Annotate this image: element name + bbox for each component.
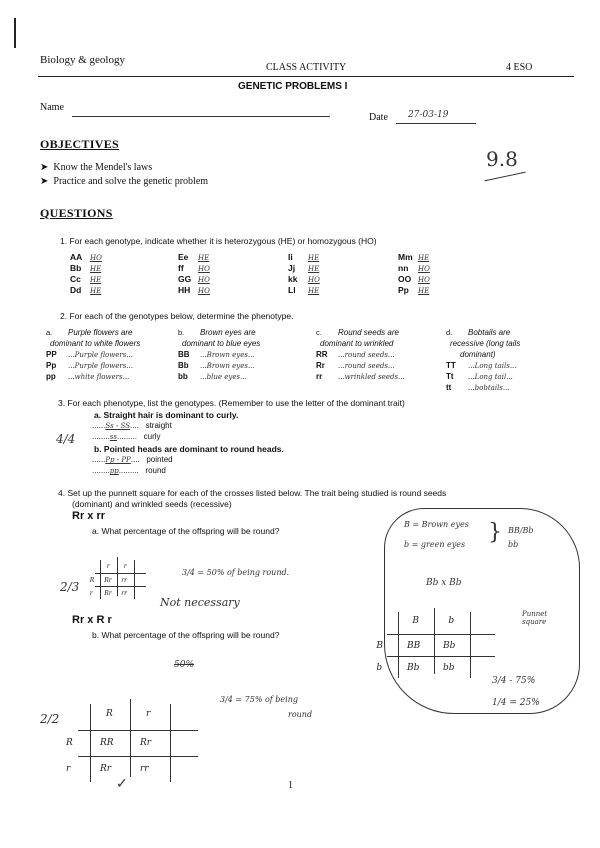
objective-item: ➤ Practice and solve the genetic problem bbox=[40, 176, 209, 187]
genotype-label: Bb bbox=[70, 263, 82, 273]
genotype-answer: HE bbox=[90, 276, 102, 284]
punnett-cell: rr bbox=[140, 763, 149, 774]
phenotype-row: pp ...white flowers... bbox=[46, 372, 130, 381]
genotype-answer: HE bbox=[198, 254, 210, 262]
phenotype-desc: dominant to white flowers bbox=[50, 339, 141, 348]
genotype-label: Dd bbox=[70, 285, 82, 295]
name-line bbox=[72, 116, 330, 117]
genotype-row bbox=[70, 274, 101, 284]
grid-line bbox=[398, 612, 399, 678]
grid-line bbox=[95, 573, 146, 574]
q3b-statement: b. Pointed heads are dominant to round heads. bbox=[94, 444, 284, 454]
genotype-label: OO bbox=[398, 274, 412, 284]
phenotype-letter: c. bbox=[316, 328, 322, 337]
genotype-answer: HO bbox=[418, 276, 430, 284]
phenotype-desc: Round seeds are bbox=[338, 328, 399, 337]
phenotype-genotype: Tt bbox=[446, 372, 454, 381]
margin-mark bbox=[14, 18, 16, 48]
genotype-label: Pp bbox=[398, 285, 409, 295]
q4a-question: a. What percentage of the offspring will be round? bbox=[92, 526, 280, 536]
q3a-statement: a. Straight hair is dominant to curly. bbox=[94, 410, 239, 420]
phenotype-row: bb ...blue eyes... bbox=[178, 372, 247, 381]
genotype-row bbox=[288, 285, 319, 295]
genotype-label: Jj bbox=[288, 263, 296, 273]
phenotype-genotype: bb bbox=[178, 372, 188, 381]
punnett-cell: Rr bbox=[104, 589, 112, 597]
q4b-question: b. What percentage of the offspring will be round? bbox=[92, 630, 280, 640]
phenotype-row: tt ...bobtails... bbox=[446, 383, 510, 392]
genotype-row bbox=[70, 252, 102, 262]
phenotype-genotype: Bb bbox=[178, 361, 189, 370]
genotype-label: nn bbox=[398, 263, 409, 273]
punnett-header: r bbox=[146, 709, 151, 720]
genotype-row bbox=[288, 263, 319, 273]
phenotype-answer: round seeds bbox=[344, 362, 388, 370]
phenotype-desc: dominant to blue eyes bbox=[182, 339, 261, 348]
genotype-label: Cc bbox=[70, 274, 81, 284]
genotype-answer: HE bbox=[418, 254, 430, 262]
phenotype-desc: Purple flowers are bbox=[68, 328, 133, 337]
phenotype-letter: d. bbox=[446, 328, 453, 337]
grid-line bbox=[130, 699, 131, 777]
genotype-row bbox=[288, 252, 319, 262]
punnett-header: r bbox=[66, 763, 71, 774]
genotype-label: kk bbox=[288, 274, 298, 284]
phenotype-answer: Brown eyes bbox=[206, 362, 248, 370]
genotype-row bbox=[70, 285, 101, 295]
q4a-mark: 2/3 bbox=[60, 580, 80, 594]
phenotype-letter: b. bbox=[178, 328, 185, 337]
check-mark: ✓ bbox=[116, 776, 128, 792]
grid-line bbox=[117, 557, 118, 596]
grid-line bbox=[78, 756, 198, 757]
grid-line bbox=[134, 560, 135, 599]
punnett-cell: rr bbox=[121, 576, 127, 584]
side-ratio: 1/4 = 25% bbox=[492, 698, 540, 708]
objectives-heading: OBJECTIVES bbox=[40, 137, 120, 151]
phenotype-desc: Brown eyes are bbox=[200, 328, 256, 337]
q4a-answer: 3/4 = 50% of being round. bbox=[182, 568, 290, 577]
phenotype-answer: wrinkled seeds bbox=[344, 373, 399, 381]
q4b-answer-line2: round bbox=[288, 710, 313, 719]
phenotype-genotype: TT bbox=[446, 361, 456, 370]
q4b-mark: 2/2 bbox=[40, 712, 60, 726]
phenotype-genotype: Pp bbox=[46, 361, 57, 370]
punnett-cell: rr bbox=[121, 589, 127, 597]
genotype-row bbox=[398, 274, 430, 284]
genotype-row bbox=[398, 285, 429, 295]
phenotype-answer: Long tail bbox=[474, 373, 507, 381]
q3b-row: ........pp......... round bbox=[92, 466, 166, 475]
punnett-cell: Rr bbox=[100, 763, 112, 774]
subject-label: Biology & geology bbox=[40, 54, 125, 66]
questions-heading: QUESTIONS bbox=[40, 206, 113, 220]
phenotype-row: Rr ...round seeds... bbox=[316, 361, 395, 370]
punnett-cell: BB bbox=[407, 640, 421, 651]
grid-line bbox=[387, 634, 495, 635]
grid-line bbox=[470, 612, 471, 678]
genotype-answer: HE bbox=[308, 254, 320, 262]
phenotype-desc: dominant) bbox=[460, 350, 496, 359]
genotype-answer: HE bbox=[90, 265, 102, 273]
genotype-row bbox=[398, 252, 429, 262]
q3b-row: ......Pp - PP.... pointed bbox=[92, 455, 173, 464]
date-label: Date bbox=[369, 112, 388, 123]
punnett-header: b bbox=[376, 662, 383, 673]
punnett-cell: Bb bbox=[443, 640, 456, 651]
punnett-header: B bbox=[376, 640, 384, 651]
phenotype-answer: white flowers bbox=[74, 373, 123, 381]
crossed-out-answer: 50% bbox=[174, 660, 195, 670]
score: 9.8 bbox=[486, 147, 518, 171]
punnett-cell: RR bbox=[100, 737, 114, 748]
phenotype-row: BB ...Brown eyes... bbox=[178, 350, 255, 359]
phenotype-row: Pp ...Purple flowers... bbox=[46, 361, 133, 370]
punnett-cell: bb bbox=[443, 662, 455, 673]
genotype-row bbox=[178, 285, 210, 295]
genotype-answer: HE bbox=[418, 287, 430, 295]
phenotype-row: rr ...wrinkled seeds... bbox=[316, 372, 405, 381]
punnett-cell: Bb bbox=[407, 662, 420, 673]
activity-label: CLASS ACTIVITY bbox=[266, 62, 347, 73]
grid-line bbox=[434, 608, 435, 674]
punnett-header: R bbox=[89, 576, 95, 584]
grid-line bbox=[100, 560, 101, 599]
punnett-header: B bbox=[412, 616, 420, 627]
side-allele-def: B = Brown eyes bbox=[404, 520, 469, 529]
date-line bbox=[396, 123, 476, 124]
genotype-label: ff bbox=[178, 263, 184, 273]
side-cross: Bb x Bb bbox=[426, 578, 462, 588]
genotype-answer: HO bbox=[90, 254, 102, 262]
genotype-label: Ee bbox=[178, 252, 189, 262]
phenotype-desc: Bobtails are bbox=[468, 328, 511, 337]
page-title: GENETIC PROBLEMS I bbox=[238, 81, 348, 92]
phenotype-row: Bb ...Brown eyes... bbox=[178, 361, 255, 370]
phenotype-desc: recessive (long tails bbox=[450, 339, 521, 348]
phenotype-genotype: Rr bbox=[316, 361, 325, 370]
genotype-label: Ll bbox=[288, 285, 296, 295]
genotype-answer: HE bbox=[90, 287, 102, 295]
q4-prompt-line2: (dominant) and wrinkled seeds (recessive) bbox=[72, 499, 232, 509]
phenotype-row: RR ...round seeds... bbox=[316, 350, 395, 359]
side-allele-def: b = green eyes bbox=[404, 540, 466, 549]
punnett-header: R bbox=[106, 709, 113, 720]
q1-prompt: 1. For each genotype, indicate whether it is heterozygous (HE) or homozygous (HO) bbox=[60, 236, 377, 246]
phenotype-genotype: rr bbox=[316, 372, 323, 381]
genotype-answer: HO bbox=[198, 276, 210, 284]
genotype-answer: HO bbox=[198, 265, 210, 273]
genotype-answer: HE bbox=[308, 287, 320, 295]
phenotype-answer: round seeds bbox=[344, 351, 388, 359]
side-genotypes: bb bbox=[508, 540, 519, 549]
phenotype-row: TT ...Long tails... bbox=[446, 361, 517, 370]
genotype-answer: HE bbox=[308, 265, 320, 273]
phenotype-desc: dominant to wrinkled bbox=[320, 339, 394, 348]
genotype-row bbox=[288, 274, 320, 284]
phenotype-genotype: RR bbox=[316, 350, 328, 359]
punnett-header: R bbox=[66, 737, 73, 748]
phenotype-genotype: BB bbox=[178, 350, 190, 359]
genotype-row bbox=[178, 274, 210, 284]
genotype-answer: HO bbox=[308, 276, 320, 284]
q3-mark: 4/4 bbox=[56, 432, 76, 446]
phenotype-letter: a. bbox=[46, 328, 53, 337]
phenotype-answer: blue eyes bbox=[206, 373, 241, 381]
phenotype-row: PP ...Purple flowers... bbox=[46, 350, 133, 359]
genotype-row bbox=[398, 263, 430, 273]
punnett-cell: Rr bbox=[140, 737, 152, 748]
genotype-label: AA bbox=[70, 252, 83, 262]
genotype-label: Mm bbox=[398, 252, 413, 262]
grid-line bbox=[90, 704, 91, 782]
phenotype-answer: bobtails bbox=[474, 384, 503, 392]
punnett-header: b bbox=[448, 616, 455, 627]
q2-prompt: 2. For each of the genotypes below, determine the phenotype. bbox=[60, 311, 294, 321]
genotype-answer: HO bbox=[418, 265, 430, 273]
grid-line bbox=[78, 730, 198, 731]
q3a-row: ......Ss - SS.... straight bbox=[92, 421, 172, 430]
q3-prompt: 3. For each phenotype, list the genotypes. (Remember to use the letter of the dominant trait) bbox=[58, 398, 405, 408]
page-number: 1 bbox=[288, 780, 293, 791]
genotype-label: Ii bbox=[288, 252, 293, 262]
genotype-label: GG bbox=[178, 274, 192, 284]
side-genotypes: BB/Bb bbox=[508, 526, 534, 535]
phenotype-answer: Purple flowers bbox=[74, 362, 127, 370]
side-brace: } bbox=[488, 520, 502, 545]
grid-line bbox=[95, 586, 146, 587]
genotype-answer: HO bbox=[198, 287, 210, 295]
q3a-row: ........ss......... curly bbox=[92, 432, 161, 441]
phenotype-row: Tt ...Long tail... bbox=[446, 372, 513, 381]
genotype-row bbox=[70, 263, 101, 273]
cross1-label: Rr x rr bbox=[72, 510, 106, 522]
genotype-row bbox=[178, 263, 210, 273]
grid-line bbox=[170, 704, 171, 782]
score-underline bbox=[484, 172, 525, 182]
genotype-row bbox=[178, 252, 209, 262]
objective-item: ➤ Know the Mendel's laws bbox=[40, 162, 153, 173]
q4-prompt-line1: 4. Set up the punnett square for each of the crosses listed below. The trait being studied is round seeds bbox=[58, 488, 447, 498]
phenotype-genotype: pp bbox=[46, 372, 56, 381]
cross2-label: Rr x R r bbox=[72, 614, 112, 626]
phenotype-genotype: PP bbox=[46, 350, 57, 359]
phenotype-genotype: tt bbox=[446, 383, 452, 392]
punnett-header: r bbox=[123, 562, 127, 570]
side-ratio: 3/4 - 75% bbox=[492, 676, 536, 686]
phenotype-answer: Brown eyes bbox=[206, 351, 248, 359]
punnett-cell: Rr bbox=[104, 576, 112, 584]
header-rule bbox=[38, 76, 574, 77]
q4b-answer-line1: 3/4 = 75% of being bbox=[220, 695, 298, 704]
phenotype-answer: Purple flowers bbox=[74, 351, 127, 359]
punnett-header: r bbox=[106, 562, 110, 570]
grid-line bbox=[387, 656, 495, 657]
punnet-label: Punnet square bbox=[522, 610, 548, 626]
punnett-header: r bbox=[89, 589, 93, 597]
phenotype-answer: Long tails bbox=[474, 362, 510, 370]
name-label: Name bbox=[40, 102, 64, 113]
genotype-label: HH bbox=[178, 285, 191, 295]
not-necessary-note: Not necessary bbox=[160, 596, 240, 609]
date-value: 27-03-19 bbox=[408, 110, 449, 120]
level-label: 4 ESO bbox=[506, 62, 533, 73]
